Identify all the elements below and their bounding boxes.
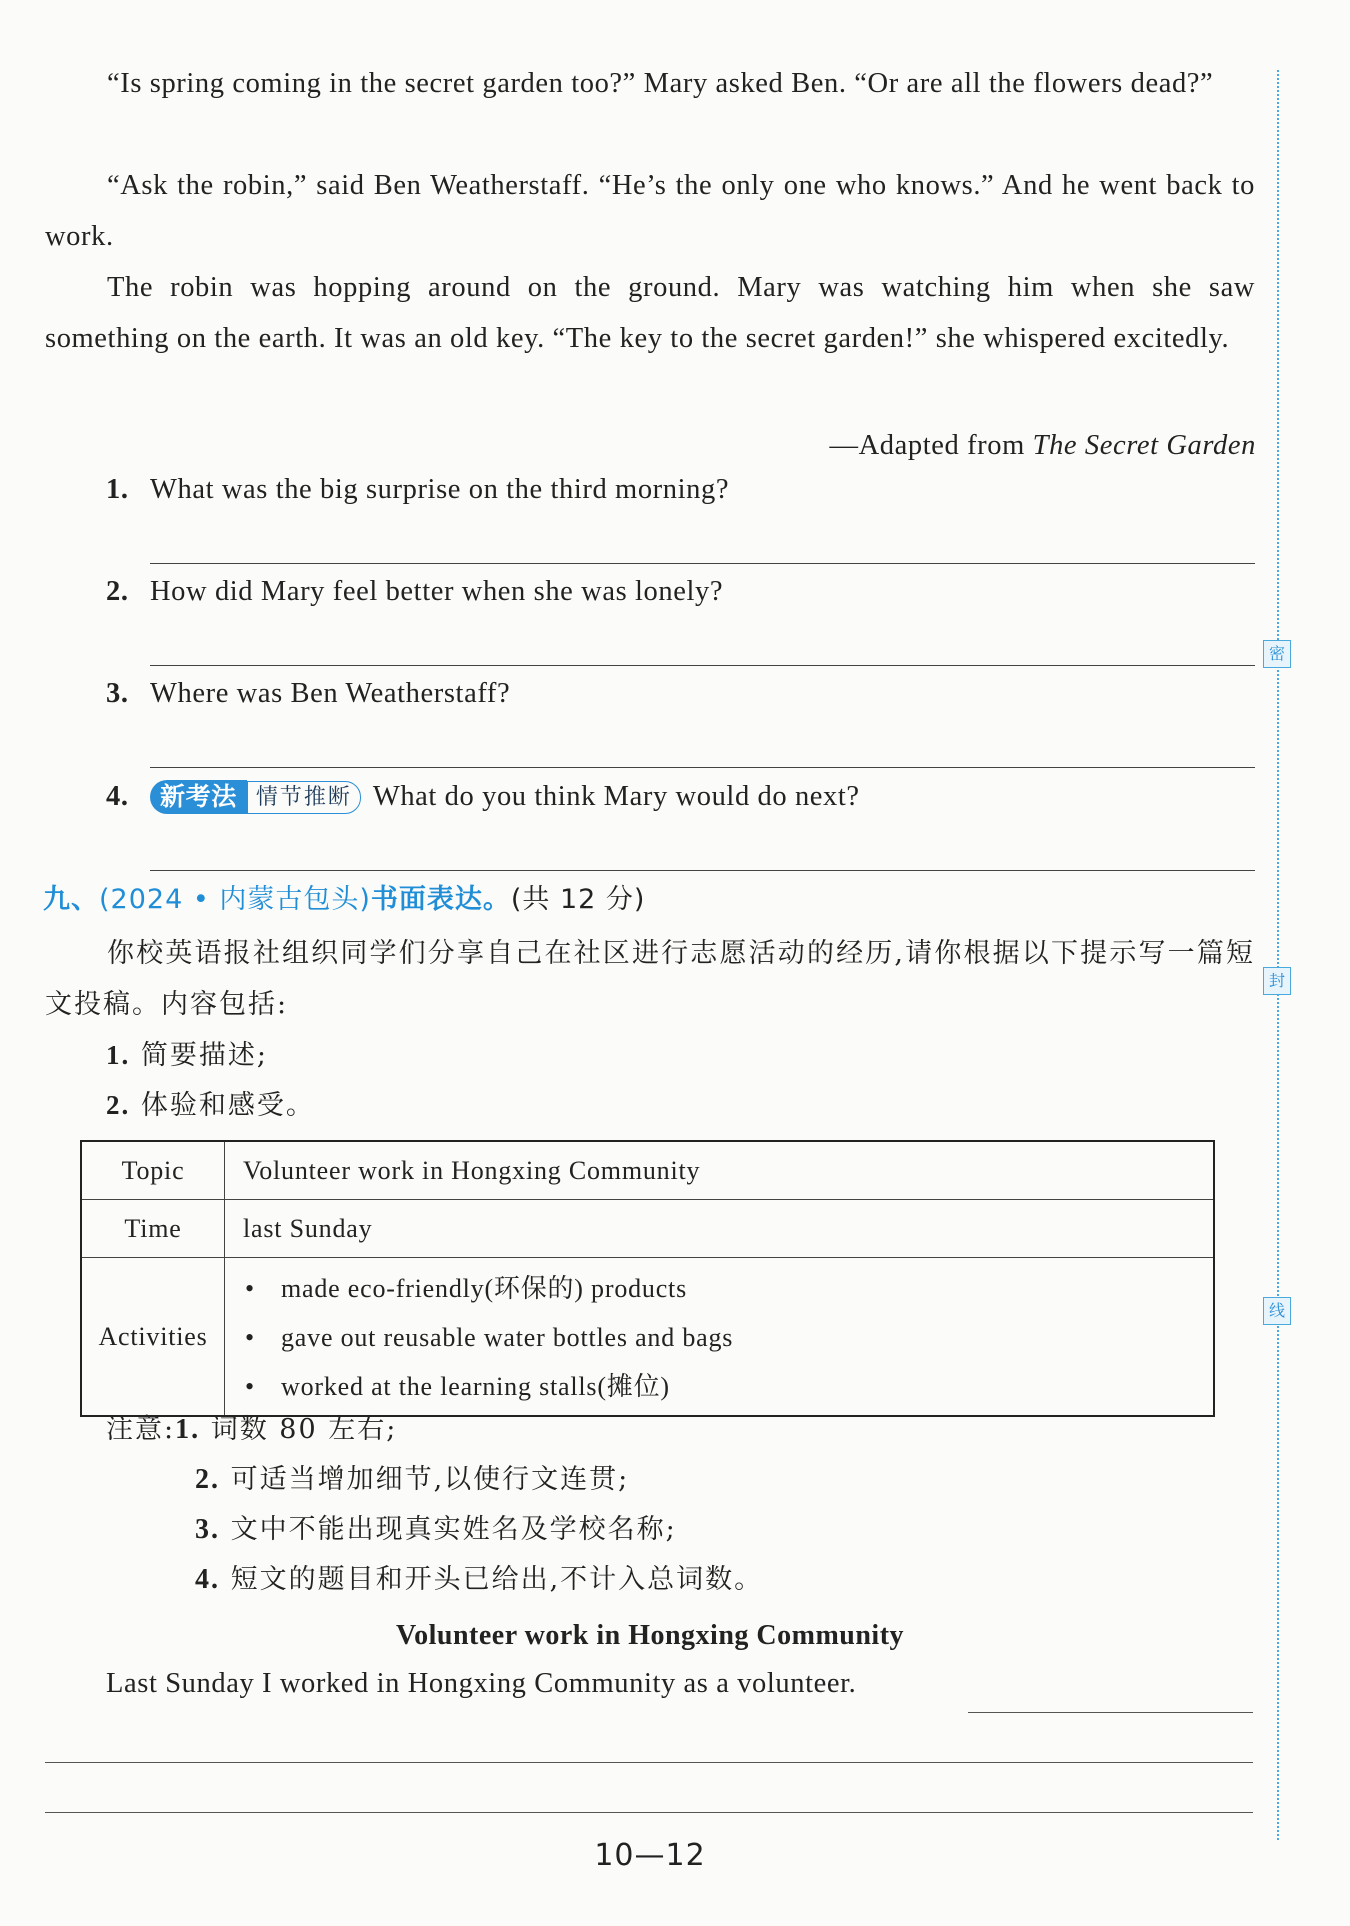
- note-2: [195, 1454, 629, 1505]
- point-text: 简要描述;: [140, 1040, 268, 1071]
- question-number: 4.: [106, 781, 129, 812]
- passage-source: [830, 420, 1256, 471]
- activity-item: • worked at the learning stalls(摊位): [239, 1362, 1213, 1411]
- table-row-time: [81, 1200, 1214, 1258]
- point-number: 1.: [106, 1040, 131, 1070]
- content-point-1: [106, 1030, 268, 1081]
- answer-line-3[interactable]: [150, 767, 1255, 768]
- binding-mark-seal: 密: [1263, 640, 1291, 668]
- table-row-topic: [81, 1141, 1214, 1200]
- question-number: 3.: [106, 678, 129, 709]
- activities-list: [239, 1258, 1213, 1415]
- question-text: Where was Ben Weatherstaff?: [150, 678, 511, 709]
- source-title: The Secret Garden: [1032, 430, 1256, 461]
- question-text: What was the big surprise on the third morning?: [150, 474, 730, 505]
- essay-title: Volunteer work in Hongxing Community: [395, 1620, 905, 1651]
- section-heading: [43, 878, 645, 922]
- section-number: 九、: [43, 884, 99, 915]
- question-number: 2.: [106, 576, 129, 607]
- new-method-badge: 新考法: [150, 780, 247, 814]
- table-row-activities: [81, 1258, 1214, 1417]
- answer-line-4[interactable]: [150, 870, 1255, 871]
- activities-key: Activities: [81, 1258, 225, 1417]
- passage-paragraph-1: “Is spring coming in the secret garden too?” Mary asked Ben. “Or are all the flowers dead?”: [107, 68, 1214, 99]
- prompt-table: [80, 1140, 1215, 1417]
- section-instruction: 你校英语报社组织同学们分享自己在社区进行志愿活动的经历,请你根据以下提示写一篇短文投稿。内容包括:: [45, 938, 1255, 1020]
- note-text: 词数 80 左右;: [210, 1414, 398, 1445]
- activities-value: [225, 1258, 1215, 1417]
- question-text: What do you think Mary would do next?: [372, 781, 860, 812]
- section-score: (共 12 分): [510, 884, 646, 915]
- point-text: 体验和感受。: [140, 1090, 315, 1121]
- binding-mark-envelope: 封: [1263, 967, 1291, 995]
- note-number: 1.: [175, 1414, 201, 1445]
- writing-line-3[interactable]: [45, 1812, 1253, 1813]
- note-number: 2.: [195, 1464, 220, 1495]
- content-point-2: [106, 1080, 315, 1131]
- answer-line-2[interactable]: [150, 665, 1255, 666]
- note-number: 4.: [195, 1564, 220, 1595]
- note-text: 文中不能出现真实姓名及学校名称;: [230, 1514, 677, 1545]
- section-source: (2024 • 内蒙古包头): [99, 884, 371, 915]
- notes-label: 注意:: [106, 1414, 176, 1445]
- question-1: [106, 470, 729, 510]
- note-3: [195, 1504, 677, 1555]
- essay-opening-sentence: Last Sunday I worked in Hongxing Community as a volunteer.: [106, 1668, 857, 1699]
- note-text: 可适当增加细节,以使行文连贯;: [230, 1464, 630, 1495]
- note-text: 短文的题目和开头已给出,不计入总词数。: [230, 1564, 764, 1595]
- writing-line-1[interactable]: [968, 1712, 1253, 1713]
- question-4: [106, 777, 860, 817]
- point-number: 2.: [106, 1090, 131, 1120]
- section-title: 书面表达。: [370, 884, 511, 915]
- passage-paragraph-3: The robin was hopping around on the ground. Mary was watching him when she saw something on the earth. It was an old key. “The key to the secret garden!” she whispered excitedly.: [45, 272, 1255, 354]
- question-number: 1.: [106, 474, 129, 505]
- binding-mark-line: 线: [1263, 1297, 1291, 1325]
- binding-dotted-line: [1277, 70, 1279, 1840]
- writing-line-2[interactable]: [45, 1762, 1253, 1763]
- note-1: [106, 1404, 397, 1455]
- topic-value: Volunteer work in Hongxing Community: [225, 1141, 1215, 1200]
- time-key: Time: [81, 1200, 225, 1258]
- plot-inference-tag: 情节推断: [247, 781, 361, 814]
- activity-item: • gave out reusable water bottles and bags: [239, 1313, 1213, 1362]
- time-value: last Sunday: [225, 1200, 1215, 1258]
- question-text: How did Mary feel better when she was lonely?: [150, 576, 724, 607]
- answer-line-1[interactable]: [150, 563, 1255, 564]
- question-2: [106, 572, 723, 612]
- note-4: [195, 1554, 763, 1605]
- question-3: [106, 674, 510, 714]
- note-number: 3.: [195, 1514, 220, 1545]
- activity-item: • made eco-friendly(环保的) products: [239, 1264, 1213, 1313]
- source-prefix: —Adapted from: [829, 430, 1033, 461]
- page-number: 10—12: [594, 1838, 706, 1873]
- topic-key: Topic: [81, 1141, 225, 1200]
- passage-paragraph-2: “Ask the robin,” said Ben Weatherstaff. “He’s the only one who knows.” And he went back to work.: [45, 170, 1255, 252]
